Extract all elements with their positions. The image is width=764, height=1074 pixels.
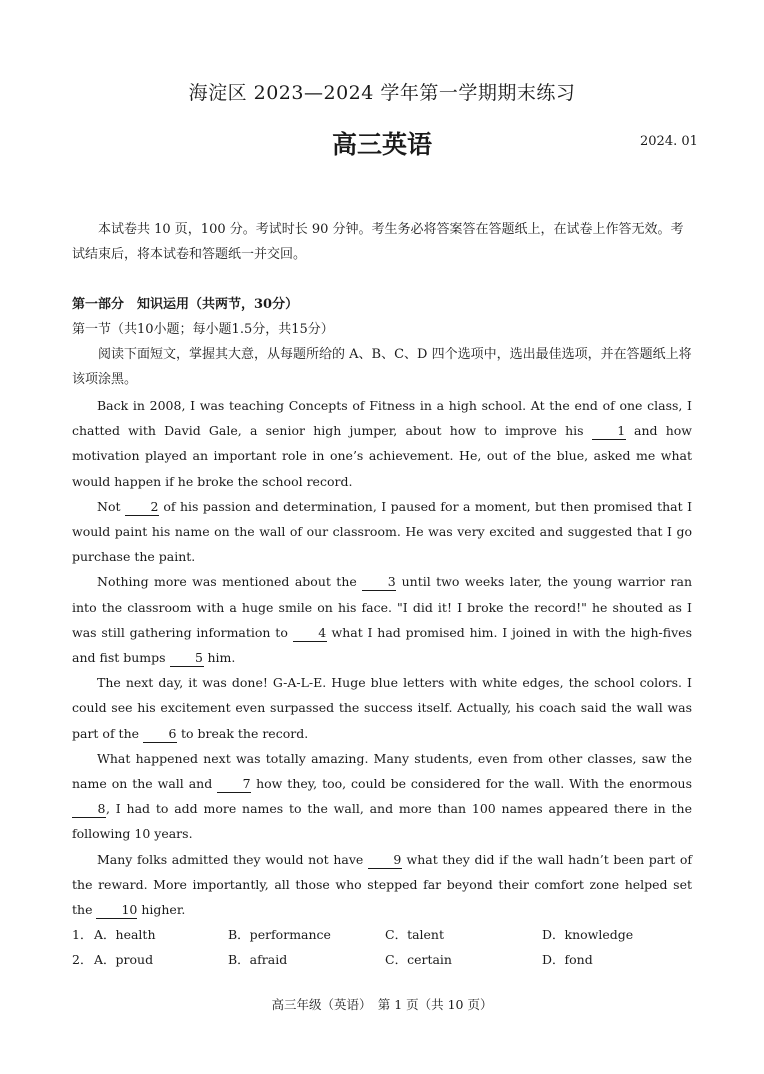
- page-footer: 高三年级（英语） 第 1 页（共 10 页）: [271, 997, 493, 1012]
- option-a: A．proud: [94, 952, 154, 967]
- passage-paragraph-2: [72, 494, 692, 570]
- exam-title: 海淀区 2023—2024 学年第一学期期末练习: [188, 82, 576, 104]
- section1-title: 第一节（共10小题；每小题1.5分，共15分）: [72, 322, 334, 337]
- blank-7: 7: [217, 776, 251, 793]
- passage-paragraph-1: [72, 393, 692, 494]
- section1-instructions: 阅读下面短文，掌握其大意，从每题所给的 A、B、C、D 四个选项中，选出最佳选项，并在答题纸上将该项涂黑。: [72, 347, 692, 387]
- exam-intro: 本试卷共 10 页，100 分。考试时长 90 分钟。考生务必将答案答在答题纸上，在试卷上作答无效。考试结束后，将本试卷和答题纸一并交回。: [72, 222, 684, 262]
- passage-text: , I had to add more names to the wall, and more than 100 names appeared there in the following 10 years.: [72, 801, 692, 842]
- passage-text: Not: [97, 498, 125, 514]
- blank-8: 8: [72, 801, 106, 818]
- option-a: A．health: [94, 927, 156, 942]
- option-row-1: [72, 922, 692, 947]
- exam-date: 2024. 01: [640, 134, 698, 149]
- passage-text: to break the record.: [177, 725, 309, 741]
- option-d: D．knowledge: [542, 927, 634, 942]
- blank-4: 4: [293, 625, 327, 642]
- passage-text: The next day, it was done! G-A-L-E. Huge blue letters with white edges, the school colors. I could see his excitement even surpassed the success itself. Actually, his coach said the wall was part of the: [72, 675, 692, 741]
- blank-2: 2: [125, 499, 159, 516]
- reading-passage: [72, 393, 692, 922]
- passage-text: What happened next was totally amazing. Many students, even from other classes, saw the name on the wall and: [72, 750, 692, 792]
- passage-text: and how motivation played an important role in one’s achievement. He, out of the blue, asked me what would happen if he broke the school record.: [72, 423, 692, 489]
- blank-10: 10: [96, 902, 137, 919]
- question-number: 1．: [72, 927, 93, 942]
- question-number: 2．: [72, 952, 93, 967]
- passage-text: Back in 2008, I was teaching Concepts of Fitness in a high school. At the end of one class, I chatted with David Gale, a senior high jumper, about how to improve his: [72, 398, 692, 439]
- subject-title: 高三英语: [331, 130, 432, 159]
- passage-text: higher.: [137, 902, 186, 918]
- option-b: B．afraid: [228, 952, 288, 967]
- passage-paragraph-4: [72, 670, 692, 746]
- blank-3: 3: [362, 574, 396, 591]
- blank-9: 9: [368, 852, 402, 869]
- passage-text: what I had promised him. I joined in with the high-fives and fist bumps: [72, 624, 692, 666]
- answer-options: [72, 922, 692, 972]
- passage-text: Many folks admitted they would not have: [97, 851, 368, 867]
- passage-text: how they, too, could be considered for the wall. With the enormous: [251, 776, 692, 792]
- blank-1: 1: [592, 423, 626, 440]
- blank-5: 5: [170, 650, 204, 667]
- option-row-2: [72, 947, 692, 972]
- passage-paragraph-3: [72, 569, 692, 670]
- passage-paragraph-5: [72, 746, 692, 847]
- passage-text: until two weeks later, the young warrior ran into the classroom with a huge smile on his face. "I did it! I broke the record!" he shouted as I was still gathering information to: [72, 574, 692, 640]
- option-d: D．fond: [542, 952, 593, 967]
- passage-text: what they did if the wall hadn’t been part of the reward. More importantly, all those who stepped far beyond their comfort zone helped set the: [72, 851, 692, 918]
- part1-title: 第一部分 知识运用（共两节，30分）: [72, 297, 299, 312]
- option-b: B．performance: [228, 927, 331, 942]
- option-c: C．talent: [385, 927, 445, 942]
- passage-text: of his passion and determination, I paused for a moment, but then promised that I would paint his name on the wall of our classroom. He was very excited and suggested that I go purchase the paint.: [72, 498, 693, 565]
- blank-6: 6: [143, 726, 177, 743]
- passage-text: Nothing more was mentioned about the: [97, 574, 363, 590]
- option-c: C．certain: [385, 952, 452, 967]
- passage-paragraph-6: [72, 847, 692, 923]
- passage-text: him.: [203, 650, 236, 666]
